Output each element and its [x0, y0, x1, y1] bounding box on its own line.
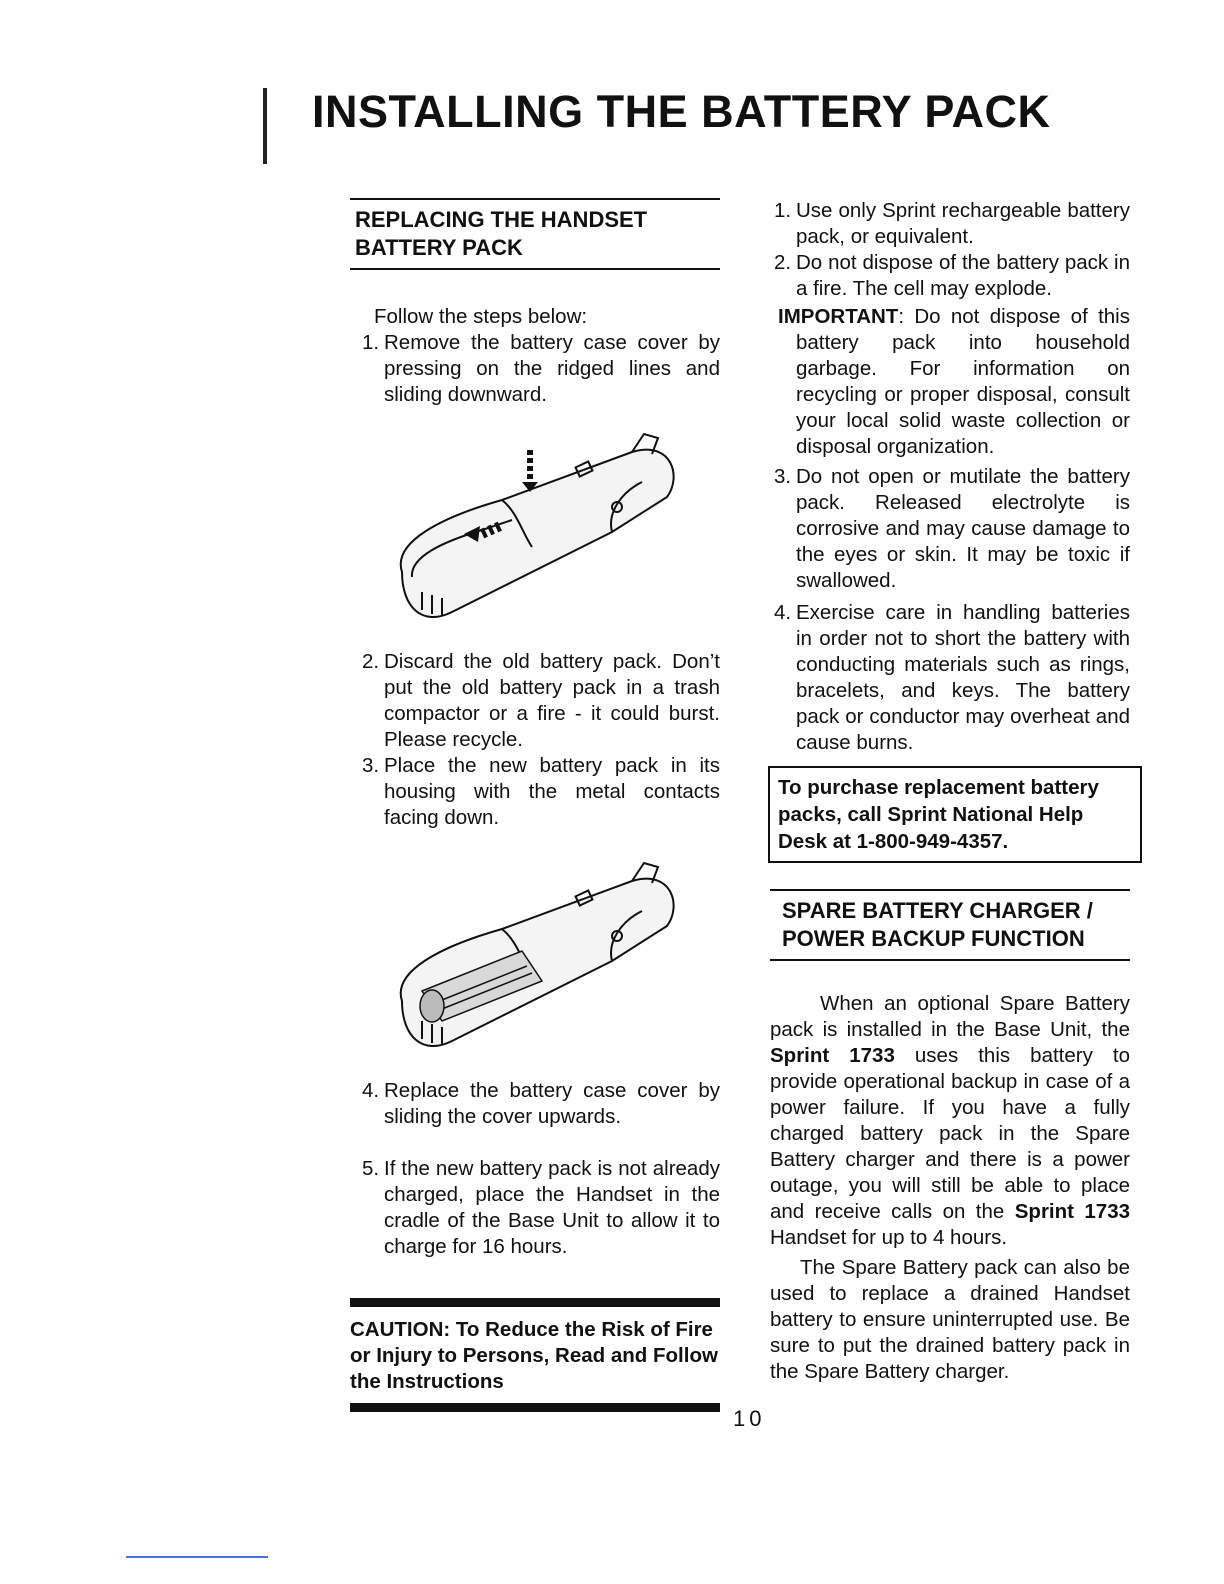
heading-line: POWER BACKUP FUNCTION	[782, 926, 1085, 951]
step-item	[350, 330, 720, 408]
left-column	[350, 198, 720, 1412]
para-text: When an optional Spare Battery pack is installed in the Base Unit, the	[770, 992, 1130, 1041]
step-text: Do not dispose of the battery pack in a fire. The cell may explode.	[796, 251, 1130, 300]
section-heading-replacing	[350, 198, 720, 270]
page-number: 10	[733, 1406, 766, 1431]
product-name: Sprint 1733	[1014, 1200, 1130, 1223]
step-number: 2.	[774, 251, 792, 274]
heading-line: REPLACING THE HANDSET	[355, 207, 648, 232]
step-text: Remove the battery case cover by pressing on the ridged lines and sliding downward.	[384, 331, 720, 406]
footer-rule	[126, 1556, 268, 1558]
step-number: 4.	[774, 601, 792, 624]
heading-line: SPARE BATTERY CHARGER /	[782, 898, 1093, 923]
step-text: Exercise care in handling batteries in order not to short the battery with conducting materials such as rings, bracelets, and keys. The battery pack or conductor may overheat and cause burns.	[796, 601, 1130, 754]
safety-item	[770, 464, 1130, 594]
step-item	[350, 649, 720, 753]
right-column	[770, 198, 1130, 1385]
step-text: Place the new battery pack in its housing with the metal contacts facing down.	[384, 754, 720, 829]
caution-text: CAUTION: To Reduce the Risk of Fire or Injury to Persons, Read and Follow the Instructions	[350, 1318, 718, 1393]
caution-rule-top	[350, 1298, 720, 1307]
step-text: Discard the old battery pack. Don’t put the old battery pack in a trash compactor or a fire - it could burst. Please recycle.	[384, 650, 720, 751]
step-number: 3.	[362, 754, 380, 777]
step-number: 5.	[362, 1157, 380, 1180]
para-text: Handset for up to 4 hours.	[770, 1226, 1008, 1249]
important-note	[770, 304, 1130, 460]
step-text: If the new battery pack is not already charged, place the Handset in the cradle of the Base Unit to allow it to charge for 16 hours.	[384, 1157, 720, 1258]
spare-paragraph-1	[770, 991, 1130, 1251]
page-title: INSTALLING THE BATTERY PACK	[312, 86, 1051, 137]
para-text: uses this battery to provide operational backup in case of a power failure. If you have a fully charged battery pack in the Spare Battery charger and there is a power outage, you will still be able to place and receive calls on the	[770, 1044, 1130, 1223]
important-text: : Do not dispose of this battery pack into household garbage. For information on recycling or proper disposal, consult your local solid waste collection or disposal organization.	[796, 305, 1130, 458]
intro-text: Follow the steps below:	[374, 305, 588, 328]
margin-bar	[263, 88, 267, 164]
product-name: Sprint 1733	[770, 1044, 895, 1067]
step-number: 2.	[362, 650, 380, 673]
step-text: Do not open or mutilate the battery pack. Released electrolyte is corrosive and may cause damage to the eyes or skin. It may be toxic if swallowed.	[796, 465, 1130, 592]
section-heading-spare-charger	[770, 889, 1130, 961]
safety-item	[770, 250, 1130, 302]
step-number: 4.	[362, 1079, 380, 1102]
step-item	[350, 1078, 720, 1130]
handset-battery-installed-illustration	[382, 851, 682, 1061]
heading-line: BATTERY PACK	[355, 235, 523, 260]
step-item	[350, 753, 720, 831]
step-text: Use only Sprint rechargeable battery pack, or equivalent.	[796, 199, 1130, 248]
caution-rule-bottom	[350, 1403, 720, 1412]
caution-box	[350, 1298, 720, 1412]
important-label: IMPORTANT	[778, 305, 899, 328]
step-number: 1.	[774, 199, 792, 222]
safety-item	[770, 600, 1130, 756]
spare-paragraph-2: The Spare Battery pack can also be used to replace a drained Handset battery to ensure uninterrupted use. Be sure to put the drained battery pack in the Spare Battery charger.	[770, 1256, 1130, 1383]
step-number: 1.	[362, 331, 380, 354]
step-number: 3.	[774, 465, 792, 488]
safety-item	[770, 198, 1130, 250]
purchase-callout: To purchase replacement battery packs, call Sprint National Help Desk at 1-800-949-4357.	[768, 766, 1142, 863]
handset-cover-removal-illustration	[382, 422, 682, 632]
step-text: Replace the battery case cover by sliding the cover upwards.	[384, 1079, 720, 1128]
step-item	[350, 1156, 720, 1260]
